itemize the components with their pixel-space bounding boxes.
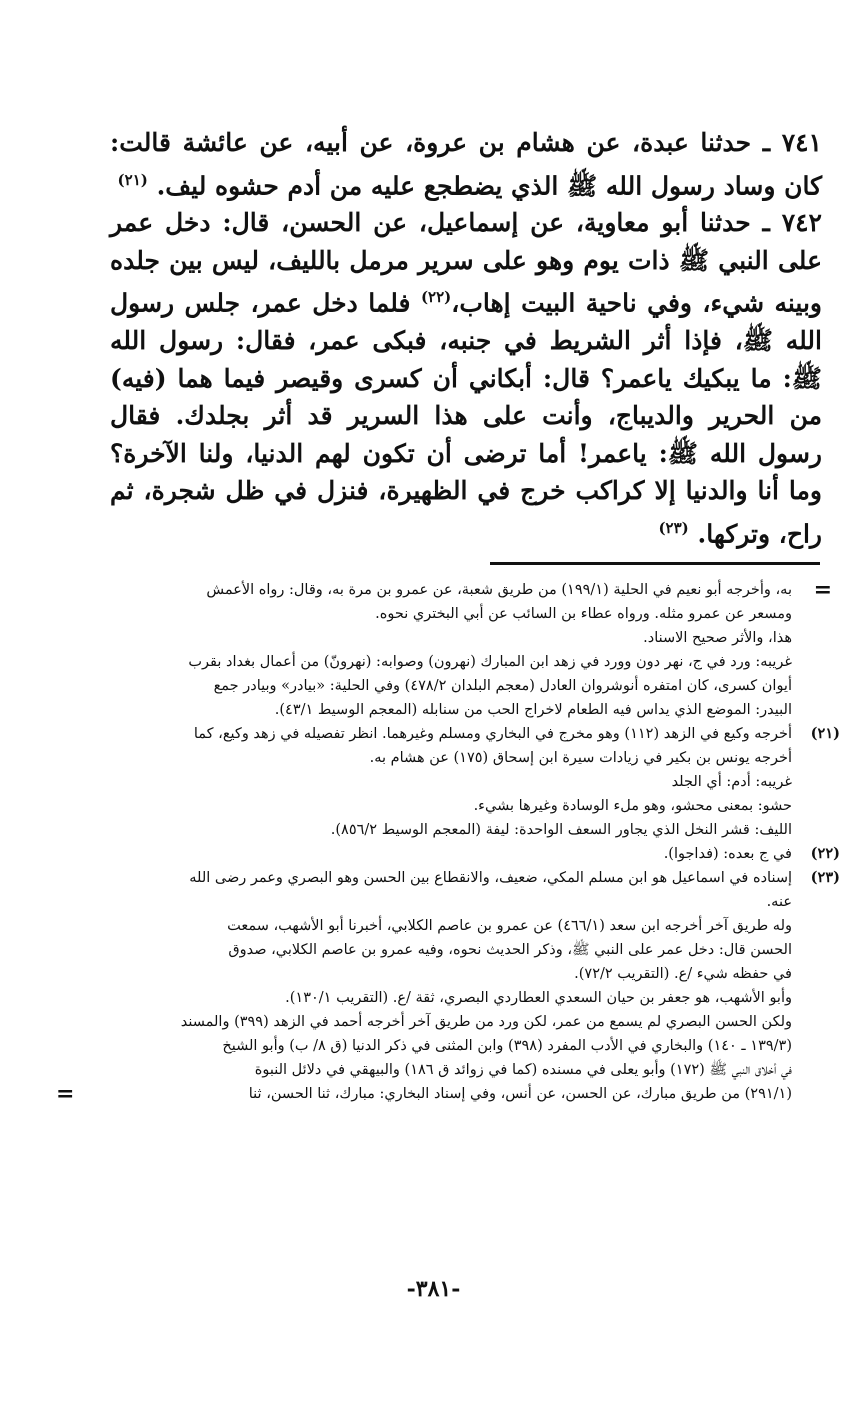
- footnote-line: أخرجه وكيع في الزهد (١١٢) وهو مخرج في البخاري ومسلم وغيرهما. انظر تفصيله في زهد وكيع، كما: [193, 726, 792, 742]
- footnote-line: (١٣٩/٣ ـ ١٤٠) والبخاري في الأدب المفرد (٣٩٨) وابن المثنى في ذكر الدنيا (ق ٨/ ب) وأبو الشيخ: [222, 1038, 792, 1054]
- continuation-mark: =: [813, 577, 832, 603]
- footnote-line: ومسعر عن عمرو مثله. ورواه عطاء بن السائب عن أبي البختري نحوه.: [375, 606, 792, 622]
- footnote-line: حشو: بمعنى محشو، وهو ملء الوسادة وغيرها بشيء.: [473, 798, 792, 814]
- hadith-742-text-a: ٧٤٢ ـ حدثنا أبو معاوية، عن إسماعيل، عن الحسن، قال: دخل عمر على النبي ﷺ ذات يوم وهو على سرير مرمل بالليف، ليس بين جلده وبينه شيء، وفي ناحية البيت إهاب،: [110, 208, 822, 318]
- footnote-ref-22: (٢٢): [420, 288, 452, 307]
- footnote-line-text: (٢٩١/١) من طريق مبارك، عن الحسن، عن أنس، وفي إسناد البخاري: مبارك، ثنا الحسن، ثنا: [248, 1086, 792, 1102]
- footnote-line: وله طريق آخر أخرجه ابن سعد (٤٦٦/١) عن عمرو بن عاصم الكلابي، أخبرنا أبو الأشهب، سمعت: [227, 918, 792, 934]
- hadith-741: [110, 124, 822, 204]
- footnote-line: في ج بعده: (فداجوا).: [663, 846, 792, 862]
- footnote-separator: [490, 562, 820, 565]
- footnote-line: البيدر: الموضع الذي يداس فيه الطعام لاخراج الحب من سنابله (المعجم الوسيط ٤٣/١).: [274, 702, 792, 718]
- footnote-line: [56, 1081, 792, 1107]
- footnote-line: غريبه: ورد في ج، نهر دون وورد في زهد ابن المبارك (نهرون) وصوابه: (نهرونّ) من أعمال بغداد بقرب: [188, 654, 792, 670]
- footnote-line: في أخلاق النبي ﷺ (١٧٢) وأبو يعلى في مسنده (كما في زوائد ق ١٨٦) والبيهقي في دلائل النبوة: [254, 1062, 792, 1078]
- continuation-mark-end: =: [56, 1081, 75, 1107]
- footnote-line: أخرجه يونس بن بكير في زيادات سيرة ابن إسحاق (١٧٥) عن هشام به.: [369, 750, 792, 766]
- footnote-number: (٢٢): [810, 845, 840, 862]
- footnote-21: [100, 722, 840, 842]
- footnote-continuation: [100, 577, 832, 722]
- footnote-line: عنه.: [766, 894, 792, 910]
- hadith-742-text-b: فلما دخل عمر، جلس رسول الله ﷺ، فإذا أثر الشريط في جنبه، فبكى عمر، فقال: رسول الله ﷺ: ما يبكيك ياعمر؟ قال: أبكاني أن كسرى وقيصر فيما هما (فيه) من الحرير والديباج، وأنت على هذا السرير قد أثر بجلدك. فقال رسول الله ﷺ: ياعمر! أما ترضى أن تكون لهم الدنيا، ولنا الآخرة؟ وما أنا والدنيا إلا كراكب خرج في الظهيرة، فنزل في ظل شجرة، ثم راح، وتركها.: [110, 288, 822, 548]
- footnote-line: غريبه: أدم: أي الجلد: [671, 774, 792, 790]
- footnote-line: أيوان كسرى، كان امتفره أنوشروان العادل (معجم البلدان ٤٧٨/٢) وفي الحلية: «بيادر» وبيادر جمع: [213, 678, 792, 694]
- main-text: [110, 124, 822, 552]
- footnote-line: به، وأخرجه أبو نعيم في الحلية (١٩٩/١) من طريق شعبة، عن عمرو بن مرة به، وقال: رواه الأعمش: [206, 582, 792, 598]
- hadith-742: [110, 204, 822, 552]
- footnote-line: ولكن الحسن البصري لم يسمع من عمر، لكن ورد من طريق آخر أخرجه أحمد في الزهد (٣٩٩) والمسند: [180, 1014, 792, 1030]
- hadith-741-text: ٧٤١ ـ حدثنا عبدة، عن هشام بن عروة، عن أبيه، عن عائشة قالت: كان وساد رسول الله ﷺ الذي يضطجع عليه من أدم حشوه ليف.: [110, 128, 822, 200]
- footnote-line: وأبو الأشهب، هو جعفر بن حيان السعدي العطاردي البصري، ثقة /ع. (التقريب ١٣٠/١).: [285, 990, 792, 1006]
- footnote-line: هذا، والأثر صحيح الاسناد.: [643, 630, 792, 646]
- footnote-ref-21: (٢١): [117, 170, 148, 189]
- footnote-22: [100, 842, 840, 866]
- footnote-line: إسناده في اسماعيل هو ابن مسلم المكي، ضعيف، والانقطاع بين الحسن وهو البصري وعمر رضى الله: [189, 870, 792, 886]
- page-number: -٣٨١-: [406, 1276, 461, 1302]
- footnote-line: الليف: قشر النخل الذي يجاور السعف الواحدة: ليفة (المعجم الوسيط ٨٥٦/٢).: [330, 822, 792, 838]
- footnote-number: (٢٣): [810, 869, 840, 886]
- footnote-line: الحسن قال: دخل عمر على النبي ﷺ، وذكر الحديث نحوه، وفيه عمرو بن عاصم الكلابي، صدوق: [228, 942, 792, 958]
- footnote-number: (٢١): [810, 725, 840, 742]
- footnote-ref-23: (٢٣): [658, 518, 689, 537]
- footnotes: [56, 577, 840, 1107]
- footnote-23: [56, 866, 840, 1107]
- footnote-line: في حفظه شيء /ع. (التقريب ٧٢/٢).: [574, 966, 792, 982]
